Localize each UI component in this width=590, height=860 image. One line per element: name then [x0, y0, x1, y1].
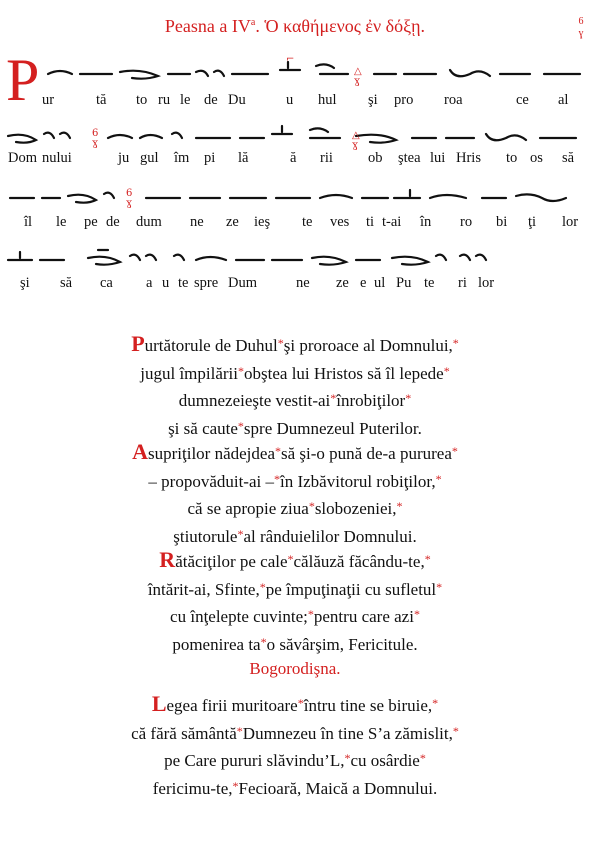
line-text: jugul împilării: [140, 363, 239, 383]
pause-star: *: [424, 552, 431, 566]
syllable: le: [56, 214, 67, 230]
stanza-line: [0, 691, 590, 719]
svg-text:ɣ: ɣ: [354, 76, 360, 87]
stanza-line: [0, 494, 590, 522]
syllable: le: [180, 92, 191, 108]
syllable: e: [360, 275, 367, 291]
syllable: ul: [374, 275, 386, 291]
line-text: să şi-o pună de-a pururea: [281, 444, 452, 463]
pause-star: *: [232, 778, 239, 793]
syllable: ob: [368, 150, 383, 166]
line-text: slobozeniei,: [314, 499, 397, 518]
syllable: te: [302, 214, 313, 230]
stanza-line: [0, 746, 590, 774]
syllable: ă: [290, 150, 297, 166]
line-text: şi proroace al Domnului,: [283, 336, 453, 355]
syllable: ce: [516, 92, 529, 108]
line-text: ătăciţilor pe cale: [175, 552, 288, 571]
line-text: pe Care pururi slăvindu’L,: [164, 751, 345, 770]
pause-star: *: [436, 579, 443, 594]
pause-star: *: [297, 696, 304, 710]
stanza-line: [0, 359, 590, 387]
syllable: to: [506, 150, 518, 166]
line-text: o săvârşim, Fericitule.: [266, 634, 418, 654]
line-text: dumnezeieşte vestit-ai: [178, 391, 331, 410]
pause-star: *: [275, 444, 281, 458]
svg-text:ɣ: ɣ: [352, 140, 358, 151]
syllable: ţi: [528, 214, 537, 230]
svg-text:6: 6: [92, 128, 99, 139]
line-text: pentru care azi: [313, 607, 414, 626]
syllable: lă: [238, 150, 249, 166]
pause-star: *: [344, 751, 351, 765]
stanza-1: [0, 331, 590, 441]
syllable: to: [136, 92, 148, 108]
pause-star: *: [452, 723, 459, 738]
syllable: rii: [320, 150, 333, 166]
line-text: întru tine se biruie,: [303, 696, 433, 715]
stanza-line: [0, 630, 590, 658]
line-text: călăuză făcându-te,: [293, 552, 425, 571]
syllable: ti: [366, 214, 375, 230]
syllable: ves: [330, 214, 350, 230]
pause-star: *: [259, 579, 266, 594]
syllable: în: [420, 214, 432, 230]
stanza-line: [0, 602, 590, 630]
pause-star: *: [419, 751, 426, 765]
title-prefix: Peasna a IV: [164, 16, 251, 36]
syllable: de: [204, 92, 218, 108]
stanza-line: [0, 439, 590, 467]
neume-line-2: [0, 118, 590, 152]
title-greek: . Ὁ καθήμενος ἐν δόξῃ.: [255, 16, 426, 36]
pause-star: *: [308, 499, 315, 513]
neume-line-1: [0, 54, 590, 88]
syllable: îm: [174, 150, 190, 166]
pause-star: *: [432, 696, 439, 710]
pause-star: *: [443, 363, 450, 378]
pause-star: *: [238, 363, 245, 378]
syllable: şi: [20, 275, 30, 291]
syllable: Hris: [456, 150, 481, 166]
line-text: că fără sământă: [131, 723, 237, 743]
stanza-initial: A: [132, 439, 148, 464]
syllable: ju: [118, 150, 130, 166]
stanza-line: [0, 386, 590, 414]
syllable-line-2: [0, 150, 590, 168]
line-text: în Izbăvitorul robiţilor,: [280, 471, 436, 491]
line-text: că se apropie ziua: [187, 499, 309, 518]
line-text: şi să caute: [168, 418, 238, 438]
stanza-2: [0, 439, 590, 549]
line-text: ştiutorule: [173, 526, 238, 546]
pause-star: *: [237, 526, 244, 541]
pause-star: *: [307, 607, 314, 621]
syllable: lor: [478, 275, 495, 291]
svg-text:△: △: [354, 66, 362, 77]
line-text: obştea lui Hristos să îl lepede: [244, 363, 444, 383]
stanza-line: [0, 774, 590, 802]
line-text: pomenirea ta: [172, 634, 261, 654]
pause-star: *: [237, 418, 244, 433]
neume-line-3: [0, 178, 590, 212]
syllable-line-4: [0, 275, 590, 293]
syllable: şi: [368, 92, 378, 108]
stanza-line: [0, 719, 590, 747]
svg-text:⌐: ⌐: [286, 54, 295, 65]
title-superscript: a: [250, 17, 256, 28]
stanza-3: [0, 547, 590, 657]
pause-star: *: [277, 336, 284, 350]
syllable: pe: [84, 214, 98, 230]
syllable: ne: [190, 214, 204, 230]
stanza-bogorodicna: [0, 691, 590, 801]
pause-star: *: [451, 444, 458, 458]
syllable: ro: [460, 214, 473, 230]
pause-star: *: [287, 552, 294, 566]
syllable-line-3: [0, 214, 590, 232]
svg-text:6: 6: [126, 188, 133, 199]
score-dropcap: P: [6, 47, 40, 113]
svg-text:ɣ: ɣ: [126, 198, 132, 209]
stanza-initial: L: [151, 691, 167, 716]
syllable: Dom: [8, 150, 37, 166]
line-text: al rânduielilor Domnului.: [243, 526, 417, 546]
corner-mark-bottom: ɣ: [578, 28, 584, 39]
pause-star: *: [396, 499, 403, 513]
pause-star: *: [452, 336, 459, 350]
line-text: Dumnezeu în tine S’a zămislit,: [242, 723, 453, 743]
syllable: Dum: [228, 275, 257, 291]
svg-text:△: △: [352, 130, 360, 141]
pause-star: *: [274, 471, 280, 486]
line-text: egea firii muritoare: [166, 696, 298, 715]
neume-line-4: [0, 240, 590, 274]
stanza-line: [0, 547, 590, 575]
syllable: ne: [296, 275, 310, 291]
syllable: să: [562, 150, 575, 166]
pause-star: *: [405, 391, 412, 405]
syllable: îl: [24, 214, 33, 230]
syllable: de: [106, 214, 120, 230]
syllable: ri: [458, 275, 467, 291]
syllable: u: [162, 275, 170, 291]
syllable: nului: [42, 150, 72, 166]
syllable: roa: [444, 92, 463, 108]
syllable: pi: [204, 150, 216, 166]
syllable: a: [146, 275, 153, 291]
stanza-initial: R: [159, 547, 176, 572]
syllable: pro: [394, 92, 414, 108]
pause-star: *: [236, 723, 243, 738]
syllable: Du: [228, 92, 246, 108]
syllable: lui: [430, 150, 446, 166]
syllable: tă: [96, 92, 107, 108]
line-text: supriţilor nădejdea: [148, 444, 275, 463]
pause-star: *: [330, 391, 337, 405]
stanza-initial: P: [131, 331, 145, 356]
line-text: – propovăduit-ai –: [148, 471, 274, 491]
syllable: bi: [496, 214, 508, 230]
syllable: ieş: [254, 214, 271, 230]
stanza-line: [0, 575, 590, 603]
line-text: Fecioară, Maică a Domnului.: [238, 778, 438, 798]
line-text: fericimu-te,: [152, 778, 233, 798]
syllable: ze: [336, 275, 349, 291]
syllable: ştea: [398, 150, 421, 166]
corner-mark-top: 6: [578, 16, 584, 27]
syllable: ca: [100, 275, 113, 291]
syllable: Pu: [396, 275, 412, 291]
corner-mark: [574, 16, 588, 40]
syllable: te: [178, 275, 189, 291]
line-text: cu înţelepte cuvinte;: [170, 607, 308, 626]
line-text: întărit-ai, Sfinte,: [147, 579, 260, 599]
syllable: hul: [318, 92, 337, 108]
syllable: u: [286, 92, 294, 108]
line-text: pe împuţinaţii cu sufletul: [265, 579, 437, 599]
syllable: t-ai: [382, 214, 402, 230]
syllable: gul: [140, 150, 159, 166]
syllable: lor: [562, 214, 579, 230]
syllable: ur: [42, 92, 55, 108]
line-text: spre Dumnezeul Puterilor.: [243, 418, 422, 438]
syllable: ze: [226, 214, 239, 230]
line-text: urtătorule de Duhul: [144, 336, 278, 355]
syllable: os: [530, 150, 543, 166]
pause-star: *: [260, 634, 267, 649]
syllable: te: [424, 275, 435, 291]
page-title: [0, 16, 590, 37]
syllable-line-1: [0, 92, 590, 110]
syllable: al: [558, 92, 569, 108]
syllable: ru: [158, 92, 171, 108]
svg-text:ɣ: ɣ: [92, 138, 98, 149]
pause-star: *: [435, 471, 442, 486]
line-text: înrobiţilor: [336, 391, 406, 410]
pause-star: *: [413, 607, 420, 621]
syllable: să: [60, 275, 73, 291]
stanza-line: [0, 467, 590, 495]
bogorodicna-heading: Bogorodişna.: [249, 659, 341, 678]
line-text: cu osârdie: [350, 751, 420, 770]
syllable: dum: [136, 214, 162, 230]
stanza-line: [0, 414, 590, 442]
stanza-line: [0, 331, 590, 359]
stanza-line: [0, 522, 590, 550]
syllable: spre: [194, 275, 219, 291]
